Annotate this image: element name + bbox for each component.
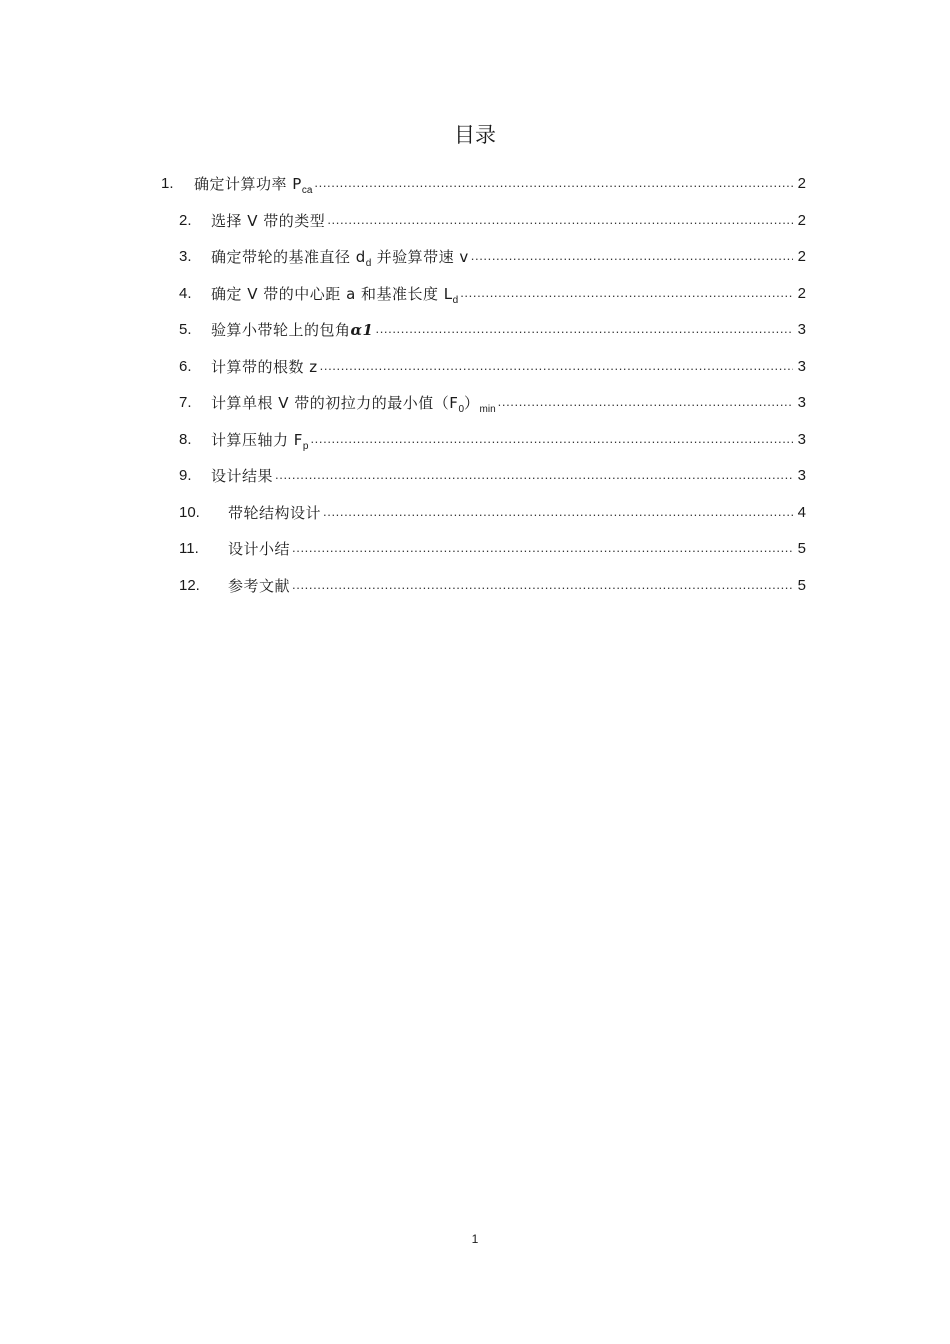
toc-entry-text[interactable]: 确定带轮的基准直径 $d_d$ 并验算带速 v — [211, 248, 469, 269]
toc-entry-page: 3 — [797, 321, 806, 338]
toc-entry-number: 1. — [161, 175, 174, 192]
toc-entry-text[interactable]: 计算单根 V 带的初拉力的最小值$(F_0)_{min}$ — [211, 394, 496, 415]
toc-entry-number: 12. — [179, 577, 200, 594]
toc-dot-leader — [310, 432, 793, 446]
toc-dot-leader — [460, 286, 793, 300]
toc-dot-leader — [498, 395, 793, 409]
toc-entry-text[interactable]: 设计结果 — [211, 467, 274, 485]
toc-entry-number: 10. — [179, 504, 200, 521]
toc-dot-leader — [376, 322, 794, 336]
toc-dot-leader — [292, 541, 793, 555]
toc-entry-11[interactable] — [179, 529, 806, 559]
toc-entry-text[interactable]: 计算压轴力 $F_p$ — [211, 431, 309, 452]
toc-entry-6[interactable] — [179, 347, 806, 377]
toc-dot-leader — [314, 176, 793, 190]
toc-entry-text[interactable]: 计算带的根数 z — [211, 358, 318, 376]
toc-entry-page: 3 — [797, 431, 806, 448]
toc-entry-10[interactable] — [179, 493, 806, 523]
toc-entry-text[interactable]: 设计小结 — [228, 540, 291, 558]
toc-entry-number: 8. — [179, 431, 192, 448]
toc-dot-leader — [320, 359, 793, 373]
toc-entry-5[interactable] — [179, 310, 806, 340]
toc-entry-9[interactable] — [179, 456, 806, 486]
toc-entry-page: 2 — [797, 175, 806, 192]
toc-entry-page: 5 — [797, 577, 806, 594]
page-number: 1 — [471, 1232, 479, 1246]
toc-entry-number: 6. — [179, 358, 192, 375]
toc-entry-text[interactable]: 确定计算功率 $P_{ca}$ — [194, 175, 313, 196]
toc-entry-number: 7. — [179, 394, 192, 411]
toc-entry-number: 9. — [179, 467, 192, 484]
alpha1-symbol: α1 — [350, 321, 374, 339]
toc-entry-page: 2 — [797, 212, 806, 229]
toc-entry-7[interactable] — [179, 383, 806, 413]
toc-entry-page: 3 — [797, 467, 806, 484]
toc-entry-page: 3 — [797, 358, 806, 375]
toc-entry-2[interactable] — [179, 201, 806, 231]
toc-entry-page: 5 — [797, 540, 806, 557]
toc-entry-number: 11. — [179, 540, 199, 557]
toc-dot-leader — [327, 213, 793, 227]
toc-entry-number: 3. — [179, 248, 192, 265]
toc-entry-page: 2 — [797, 248, 806, 265]
toc-dot-leader — [275, 468, 793, 482]
toc-dot-leader — [292, 578, 793, 592]
toc-entry-number: 2. — [179, 212, 192, 229]
toc-entry-number: 5. — [179, 321, 192, 338]
toc-entry-text[interactable]: 确定 V 带的中心距 a 和基准长度 $L_d$ — [211, 285, 459, 306]
toc-entry-text[interactable]: 验算小带轮上的包角α1 — [211, 321, 374, 339]
toc-entry-4[interactable] — [179, 274, 806, 304]
toc-title: 目录 — [454, 123, 496, 147]
toc-entry-text[interactable]: 选择 V 带的类型 — [211, 212, 326, 230]
toc-entry-text[interactable]: 参考文献 — [228, 577, 291, 595]
toc-entry-1[interactable] — [161, 164, 806, 194]
toc-entry-page: 3 — [797, 394, 806, 411]
toc-entry-3[interactable] — [179, 237, 806, 267]
toc-entry-12[interactable] — [179, 566, 806, 596]
toc-dot-leader — [471, 249, 793, 263]
toc-entry-page: 4 — [797, 504, 806, 521]
toc-entry-text[interactable]: 带轮结构设计 — [228, 504, 322, 522]
toc-entry-page: 2 — [797, 285, 806, 302]
toc-entry-number: 4. — [179, 285, 192, 302]
toc-entry-8[interactable] — [179, 420, 806, 450]
toc-dot-leader — [323, 505, 793, 519]
